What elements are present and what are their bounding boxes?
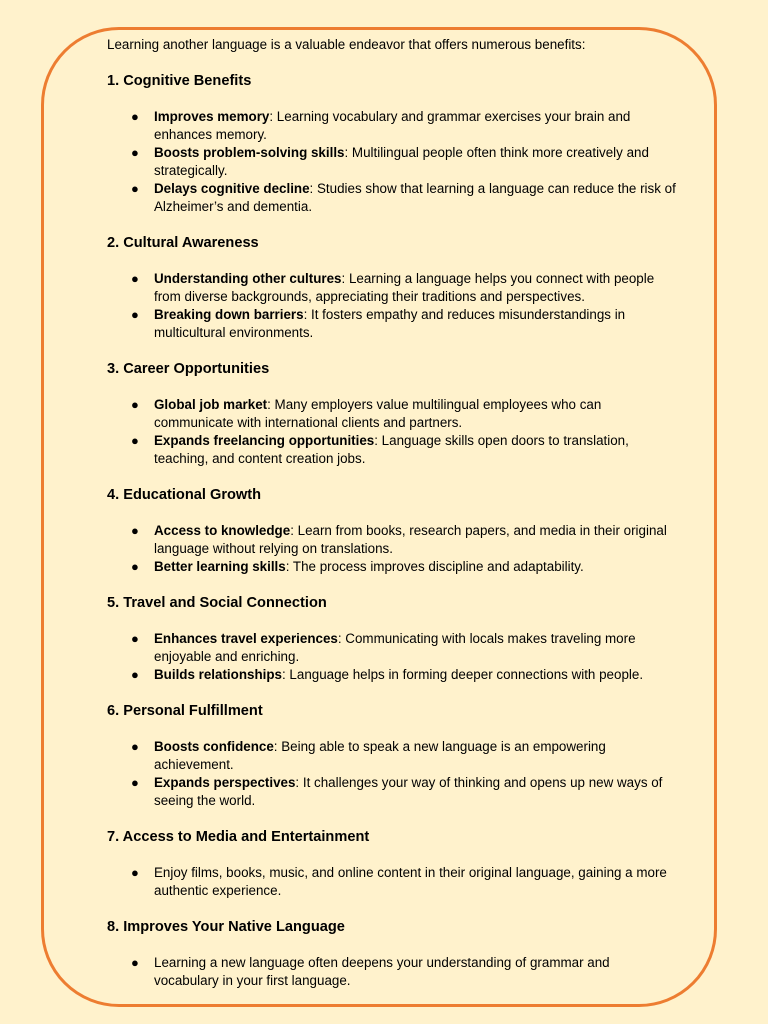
item-description: : Language skills open doors to translation, teaching, and content creation jobs. xyxy=(154,433,629,466)
bullet-icon: ● xyxy=(131,631,139,646)
section-heading: 8. Improves Your Native Language xyxy=(107,919,345,935)
section-heading: 6. Personal Fulfillment xyxy=(107,703,263,719)
item-description: : Being able to speak a new language is an empowering achievement. xyxy=(154,739,606,772)
list-item xyxy=(107,954,677,990)
item-term: Improves memory xyxy=(154,109,270,124)
bullet-list xyxy=(107,270,677,342)
item-description: : It challenges your way of thinking and opens up new ways of seeing the world. xyxy=(154,775,663,808)
item-description: : Language helps in forming deeper connections with people. xyxy=(281,667,644,682)
bullet-icon: ● xyxy=(131,667,139,682)
bullet-icon: ● xyxy=(131,307,139,322)
item-term: Access to knowledge xyxy=(154,523,291,538)
bullet-icon: ● xyxy=(131,739,139,754)
bullet-list xyxy=(107,108,677,216)
item-term: Boosts problem-solving skills xyxy=(154,145,345,160)
section-heading: 1. Cognitive Benefits xyxy=(107,73,252,89)
section-heading: 3. Career Opportunities xyxy=(107,361,270,377)
item-term: Expands freelancing opportunities xyxy=(154,433,375,448)
list-item xyxy=(107,306,677,342)
item-description: : Many employers value multilingual employees who can communicate with international clients and partners. xyxy=(154,397,602,430)
bullet-list xyxy=(107,864,677,900)
list-item xyxy=(107,666,677,684)
bullet-icon: ● xyxy=(131,181,139,196)
list-item xyxy=(107,774,677,810)
bullet-icon: ● xyxy=(131,145,139,160)
bullet-icon: ● xyxy=(131,865,139,880)
bullet-icon: ● xyxy=(131,955,139,970)
bullet-list xyxy=(107,396,677,468)
document-body xyxy=(107,36,677,990)
list-item xyxy=(107,270,677,306)
list-item xyxy=(107,630,677,666)
item-term: Understanding other cultures xyxy=(154,271,342,286)
list-item xyxy=(107,180,677,216)
item-term: Boosts confidence xyxy=(154,739,274,754)
sections-container xyxy=(107,72,677,990)
item-term: Global job market xyxy=(154,397,268,412)
item-term: Expands perspectives xyxy=(154,775,296,790)
section-heading: 4. Educational Growth xyxy=(107,487,262,503)
item-description: : It fosters empathy and reduces misunderstandings in multicultural environments. xyxy=(154,307,626,340)
list-item xyxy=(107,144,677,180)
section-heading: 5. Travel and Social Connection xyxy=(107,595,327,611)
item-term: Builds relationships xyxy=(154,667,282,682)
list-item xyxy=(107,558,677,576)
bullet-list xyxy=(107,738,677,810)
bullet-icon: ● xyxy=(131,775,139,790)
item-term: Better learning skills xyxy=(154,559,286,574)
bullet-icon: ● xyxy=(131,397,139,412)
item-description: Learning a new language often deepens your understanding of grammar and vocabulary in your first language. xyxy=(154,955,610,988)
bullet-icon: ● xyxy=(131,523,139,538)
item-term: Delays cognitive decline xyxy=(154,181,310,196)
list-item xyxy=(107,396,677,432)
item-term: Breaking down barriers xyxy=(154,307,304,322)
bullet-list xyxy=(107,522,677,576)
item-description: Enjoy films, books, music, and online content in their original language, gaining a more authentic experience. xyxy=(154,865,667,898)
list-item xyxy=(107,522,677,558)
item-description: : Learn from books, research papers, and media in their original language without relying on translations. xyxy=(154,523,667,556)
item-term: Enhances travel experiences xyxy=(154,631,338,646)
list-item xyxy=(107,432,677,468)
list-item xyxy=(107,738,677,774)
item-description: : Studies show that learning a language can reduce the risk of Alzheimer’s and dementia. xyxy=(154,181,676,214)
item-description: : The process improves discipline and adaptability. xyxy=(285,559,584,574)
item-description: : Learning a language helps you connect with people from diverse backgrounds, appreciating their traditions and perspectives. xyxy=(154,271,655,304)
bullet-list xyxy=(107,954,677,990)
list-item xyxy=(107,108,677,144)
intro-paragraph: Learning another language is a valuable endeavor that offers numerous benefits: xyxy=(107,37,586,52)
section-heading: 7. Access to Media and Entertainment xyxy=(107,829,370,845)
list-item xyxy=(107,864,677,900)
item-description: : Multilingual people often think more creatively and strategically. xyxy=(154,145,649,178)
item-description: : Learning vocabulary and grammar exercises your brain and enhances memory. xyxy=(154,109,631,142)
bullet-icon: ● xyxy=(131,271,139,286)
bullet-icon: ● xyxy=(131,559,139,574)
bullet-icon: ● xyxy=(131,109,139,124)
bullet-icon: ● xyxy=(131,433,139,448)
item-description: : Communicating with locals makes traveling more enjoyable and enriching. xyxy=(154,631,636,664)
section-heading: 2. Cultural Awareness xyxy=(107,235,259,251)
bullet-list xyxy=(107,630,677,684)
